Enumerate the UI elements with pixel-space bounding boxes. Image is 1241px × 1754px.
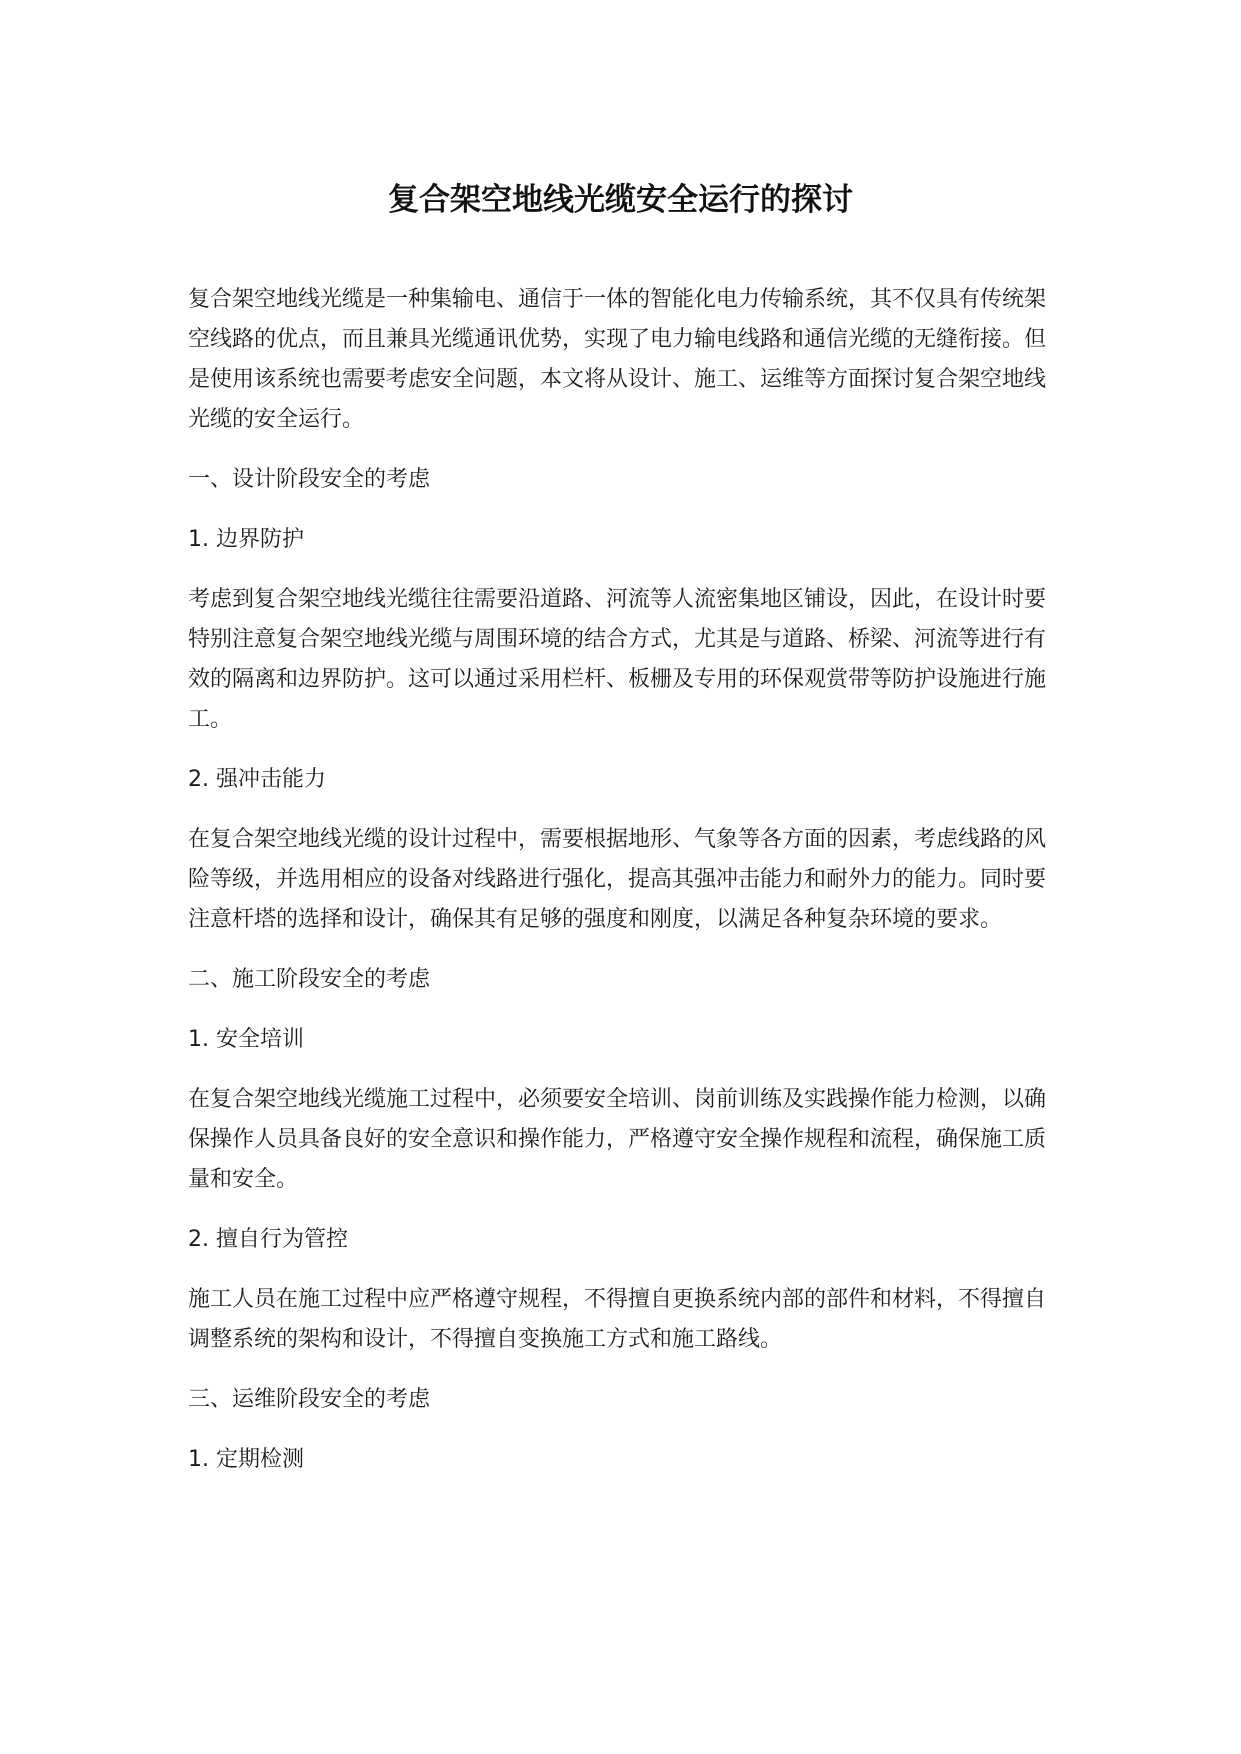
paragraph-unauthorized-behavior: 施工人员在施工过程中应严格遵守规程，不得擅自更换系统内部的部件和材料，不得擅自调整系统的架构和设计，不得擅自变换施工方式和施工路线。 bbox=[188, 1287, 1047, 1352]
section-heading-construction: 二、施工阶段安全的考虑 bbox=[188, 967, 431, 992]
section-heading-design: 一、设计阶段安全的考虑 bbox=[188, 467, 431, 492]
document-body bbox=[188, 280, 1048, 1500]
paragraph-safety-training: 在复合架空地线光缆施工过程中，必须要安全培训、岗前训练及实践操作能力检测，以确保操作人员具备良好的安全意识和操作能力，严格遵守安全操作规程和流程，确保施工质量和安全。 bbox=[188, 1087, 1047, 1192]
subheading-safety-training: 1. 安全培训 bbox=[188, 1027, 304, 1052]
subheading-unauthorized-behavior: 2. 擅自行为管控 bbox=[188, 1227, 348, 1252]
paragraph-boundary-protection: 考虑到复合架空地线光缆往往需要沿道路、河流等人流密集地区铺设，因此，在设计时要特别注意复合架空地线光缆与周围环境的结合方式，尤其是与道路、桥梁、河流等进行有效的隔离和边界防护。这可以通过采用栏杆、板栅及专用的环保观赏带等防护设施进行施工。 bbox=[188, 587, 1047, 732]
subheading-impact-resistance: 2. 强冲击能力 bbox=[188, 767, 326, 792]
section-heading-operation: 三、运维阶段安全的考虑 bbox=[188, 1387, 431, 1412]
subheading-boundary-protection: 1. 边界防护 bbox=[188, 527, 304, 552]
document-title: 复合架空地线光缆安全运行的探讨 bbox=[388, 182, 853, 218]
intro-paragraph: 复合架空地线光缆是一种集输电、通信于一体的智能化电力传输系统，其不仅具有传统架空线路的优点，而且兼具光缆通讯优势，实现了电力输电线路和通信光缆的无缝衔接。但是使用该系统也需要考虑安全问题，本文将从设计、施工、运维等方面探讨复合架空地线光缆的安全运行。 bbox=[188, 287, 1047, 432]
paragraph-impact-resistance: 在复合架空地线光缆的设计过程中，需要根据地形、气象等各方面的因素，考虑线路的风险等级，并选用相应的设备对线路进行强化，提高其强冲击能力和耐外力的能力。同时要注意杆塔的选择和设计，确保其有足够的强度和刚度，以满足各种复杂环境的要求。 bbox=[188, 827, 1047, 932]
subheading-periodic-inspection: 1. 定期检测 bbox=[188, 1447, 304, 1472]
